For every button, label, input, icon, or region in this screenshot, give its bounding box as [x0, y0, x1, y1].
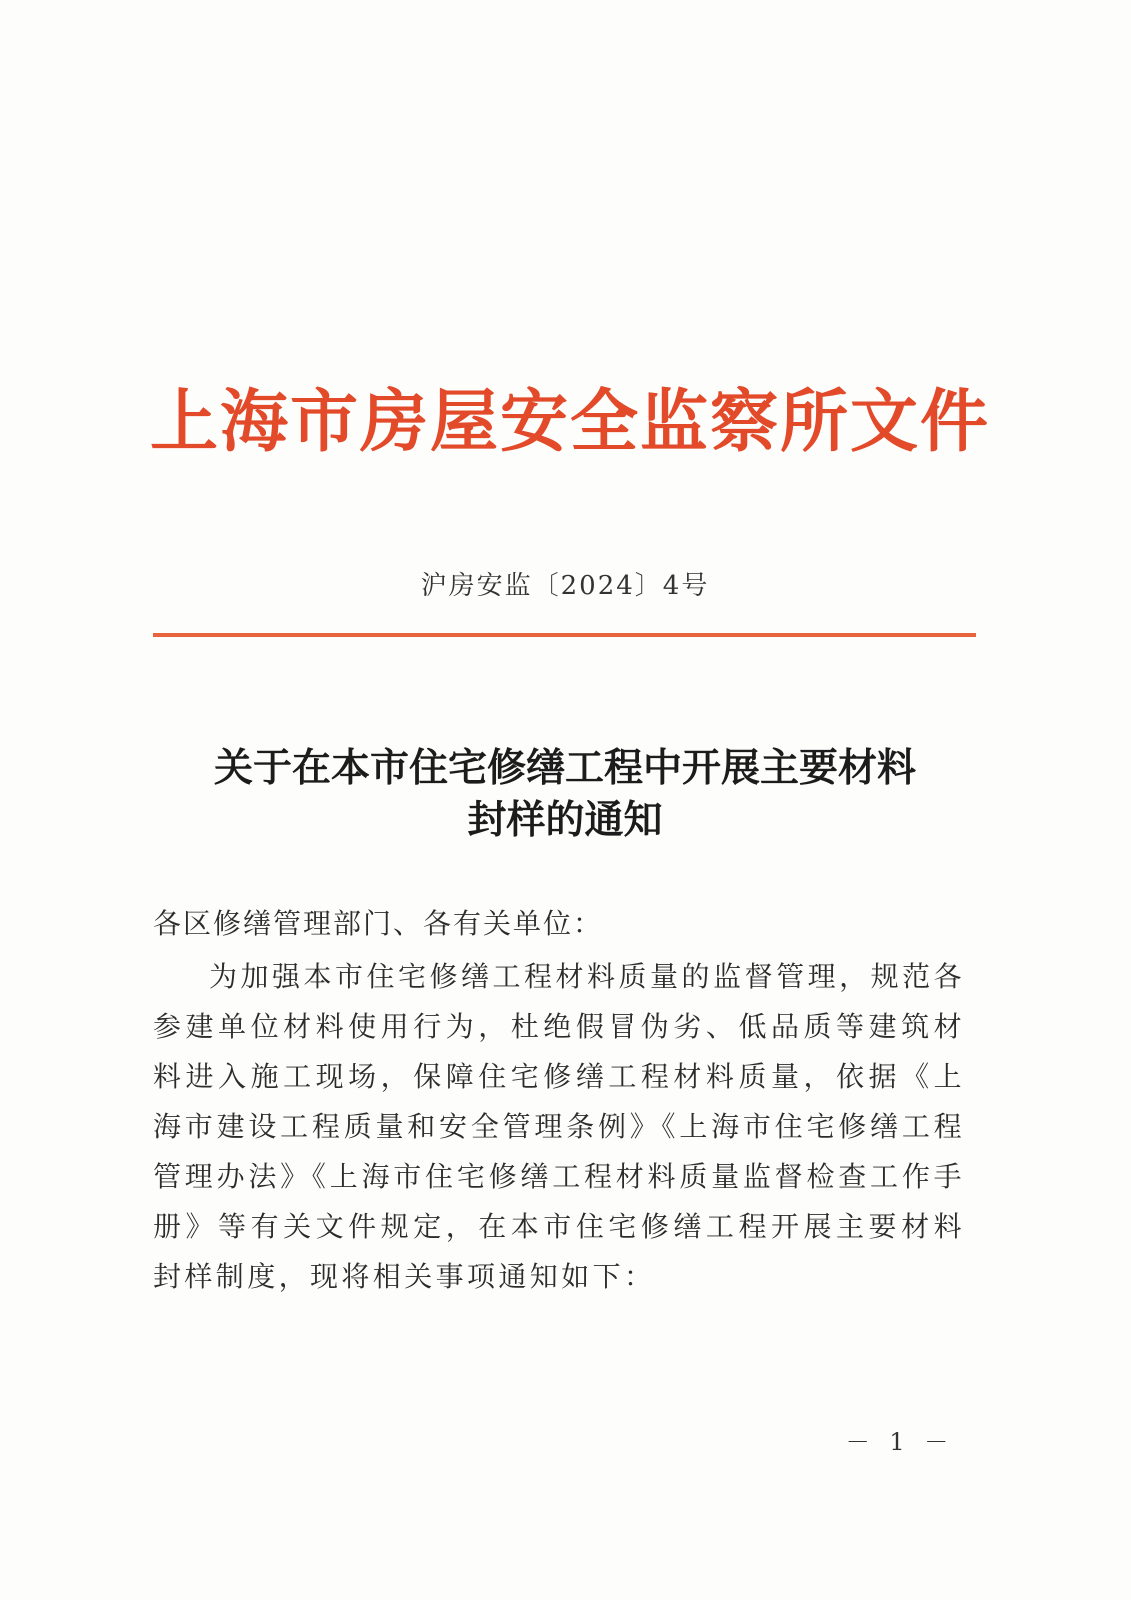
- addressee: 各区修缮管理部门、各有关单位：: [153, 907, 604, 940]
- body-paragraph: 为加强本市住宅修缮工程材料质量的监督管理，规范各参建单位材料使用行为，杜绝假冒伪劣、低品质等建筑材料进入施工现场，保障住宅修缮工程材料质量，依据《上海市建设工程质量和安全管理条例》《上海市住宅修缮工程管理办法》《上海市住宅修缮工程材料质量监督检查工作手册》等有关文件规定，在本市住宅修缮工程开展主要材料封样制度，现将相关事项通知如下：: [153, 960, 965, 1293]
- subject-title-line-2: 封样的通知: [467, 797, 663, 843]
- subject-title: [150, 742, 980, 846]
- page-number: － 1 －: [845, 1428, 955, 1456]
- subject-title-line-1: 关于在本市住宅修缮工程中开展主要材料: [213, 745, 916, 791]
- red-divider-line: [153, 633, 976, 637]
- issuer-title: 上海市房屋安全监察所文件: [150, 382, 991, 462]
- document-number: 沪房安监〔2024〕4号: [420, 571, 710, 601]
